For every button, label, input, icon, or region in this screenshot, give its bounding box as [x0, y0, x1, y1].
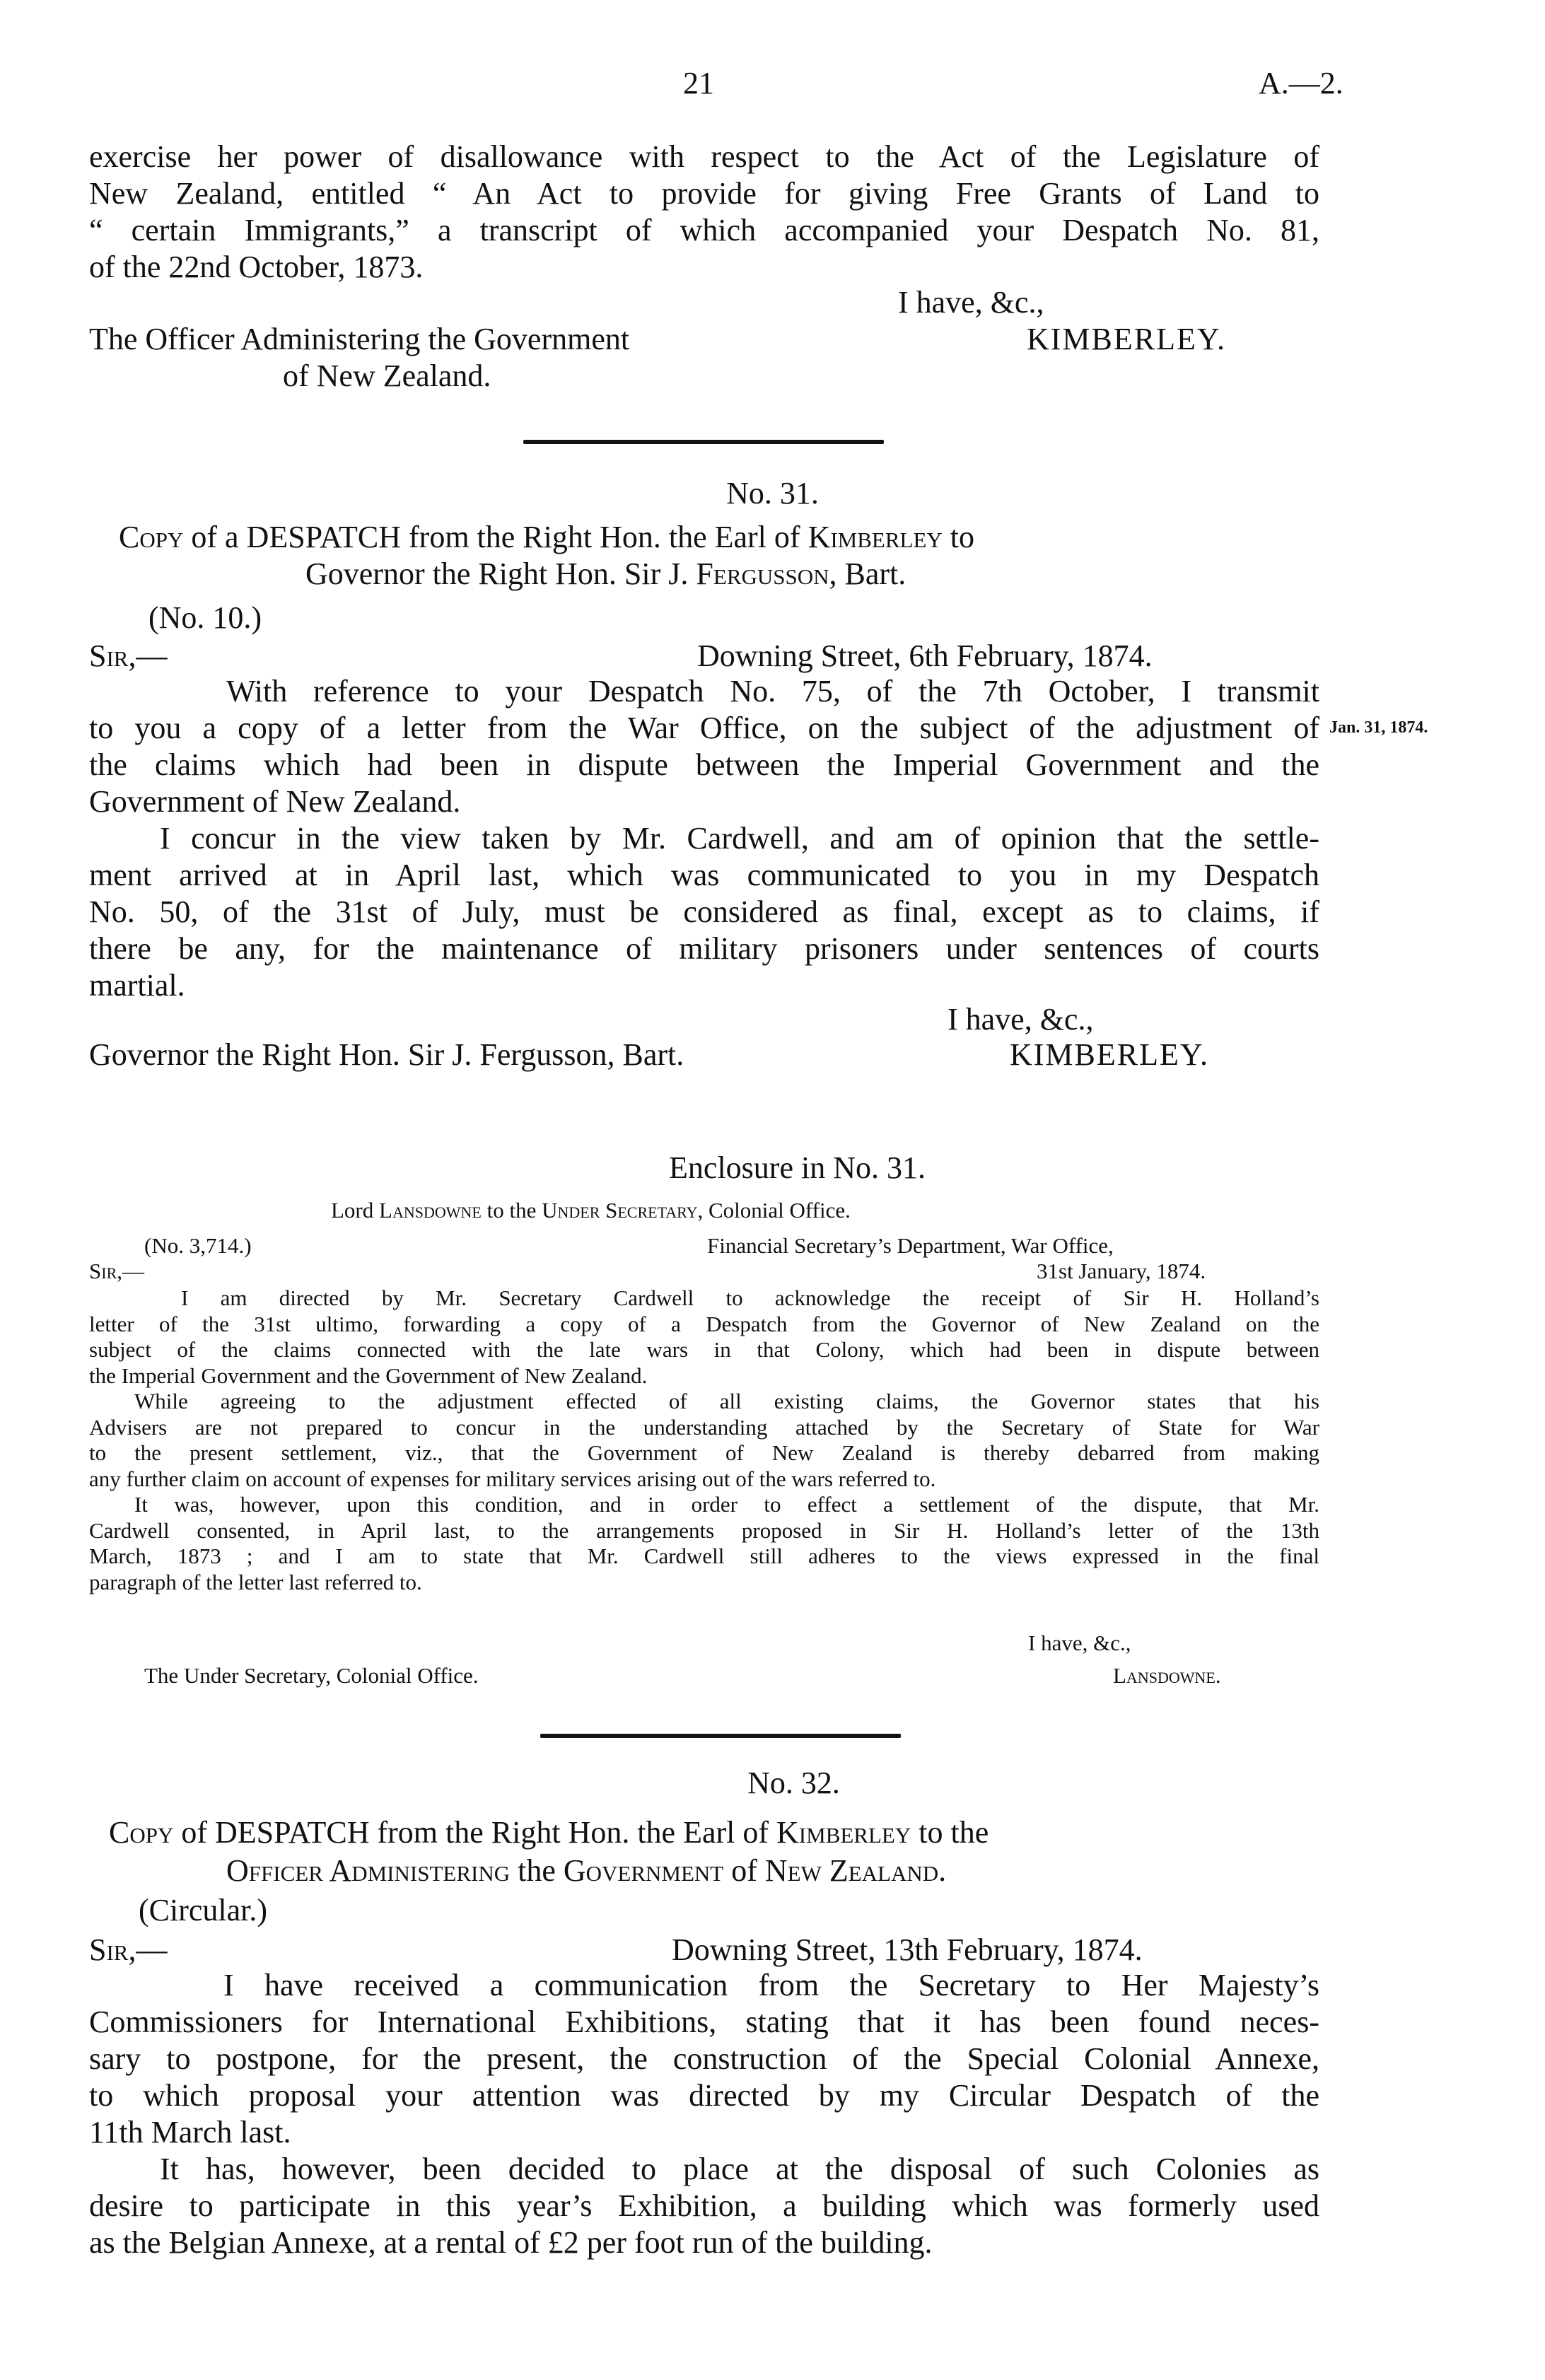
title-text: .: [938, 1853, 947, 1888]
title-text: of a DESPATCH from the Right Hon. the Earl of: [183, 520, 808, 554]
text-line: to you a copy of a letter from the War Office, on the subject of the adjustment of: [89, 711, 1319, 745]
despatch-reference: (No. 10.): [148, 600, 262, 635]
salutation: Sir,—: [89, 1932, 168, 1967]
despatch-title: [119, 519, 974, 556]
closing: I have, &c.,: [948, 1002, 1094, 1037]
text-line: Advisers are not prepared to concur in the understanding attached by the Secretary of State for War: [89, 1414, 1319, 1440]
title-kimberley: Kimberley: [808, 520, 943, 554]
enclosure-paragraph-1: [89, 1285, 1319, 1389]
text-line: Cardwell consented, in April last, to the arrangements proposed in Sir H. Holland’s letter of the 13th: [89, 1517, 1319, 1543]
enclosure-date: 31st January, 1874.: [1037, 1259, 1206, 1283]
text-line: to which proposal your attention was directed by my Circular Despatch of the: [89, 2078, 1319, 2113]
closing: I have, &c.,: [898, 285, 1044, 320]
enclosure-reference: (No. 3,714.): [144, 1233, 252, 1258]
title-text: of DESPATCH from the Right Hon. the Earl of: [173, 1815, 777, 1850]
despatch-title-line-2: [305, 556, 906, 593]
despatch-31-paragraph-1: [89, 673, 1319, 820]
addressee: The Under Secretary, Colonial Office.: [144, 1663, 479, 1688]
text-line: It has, however, been decided to place at the disposal of such Colonies as: [160, 2152, 1319, 2186]
text-line: as the Belgian Annexe, at a rental of £2 per foot run of the building.: [89, 2225, 933, 2260]
text-line: 11th March last.: [89, 2115, 291, 2149]
margin-note: Jan. 31, 1874.: [1329, 718, 1428, 737]
text-line: Government of New Zealand.: [89, 784, 461, 819]
place-date: Downing Street, 6th February, 1874.: [697, 638, 1153, 673]
text-line: ment arrived at in April last, which was communicated to you in my Despatch: [89, 858, 1319, 892]
text-line: desire to participate in this year’s Exhibition, a building which was formerly used: [89, 2188, 1319, 2223]
addressee: Governor the Right Hon. Sir J. Fergusson, Bart.: [89, 1037, 684, 1072]
enclosure-office: Financial Secretary’s Department, War Office,: [707, 1233, 1114, 1258]
enclosure-subheading: [331, 1198, 851, 1224]
subheading-text: , Colonial Office.: [697, 1198, 851, 1223]
text-line: the Imperial Government and the Government of New Zealand.: [89, 1363, 648, 1388]
text-line: there be any, for the maintenance of military prisoners under sentences of courts: [89, 931, 1319, 966]
text-line: letter of the 31st ultimo, forwarding a copy of a Despatch from the Governor of New Zealand on the: [89, 1311, 1319, 1336]
title-to: to: [942, 520, 975, 554]
addressee-line-2: of New Zealand.: [283, 358, 491, 393]
title-new-zealand: New Zealand: [764, 1853, 939, 1888]
title-fergusson: Fergusson: [696, 556, 829, 591]
text-line: sary to postpone, for the present, the construction of the Special Colonial Annexe,: [89, 2041, 1319, 2076]
title-text: the: [510, 1853, 564, 1888]
page-number: 21: [683, 66, 714, 100]
title-text: Governor the Right Hon. Sir J.: [305, 556, 696, 591]
salutation: Sir,—: [89, 1259, 144, 1283]
text-line: March, 1873 ; and I am to state that Mr. Cardwell still adheres to the views expressed in the final: [89, 1544, 1319, 1568]
section-code: A.—2.: [1259, 66, 1343, 100]
text-line: With reference to your Despatch No. 75, of the 7th October, I transmit: [226, 674, 1319, 708]
enclosure-heading: Enclosure in No. 31.: [669, 1150, 926, 1185]
text-line: martial.: [89, 968, 185, 1003]
title-copy: Copy: [119, 520, 184, 554]
signature: KIMBERLEY.: [1010, 1037, 1209, 1072]
despatch-reference: (Circular.): [139, 1893, 268, 1927]
despatch-title: [109, 1814, 989, 1851]
salutation: Sir,—: [89, 638, 168, 673]
subheading-under-secretary: Under Secretary: [542, 1198, 698, 1223]
despatch-number: No. 31.: [726, 476, 819, 511]
text-line: I concur in the view taken by Mr. Cardwell, and am of opinion that the settle-: [160, 821, 1319, 856]
subheading-text: Lord: [331, 1198, 380, 1223]
place-date: Downing Street, 13th February, 1874.: [672, 1932, 1143, 1967]
text-line: New Zealand, entitled “ An Act to provide for giving Free Grants of Land to: [89, 176, 1319, 211]
text-line: Commissioners for International Exhibitions, stating that it has been found neces-: [89, 2005, 1319, 2039]
title-text: of: [723, 1853, 765, 1888]
text-line: No. 50, of the 31st of July, must be considered as final, except as to claims, if: [89, 894, 1319, 929]
text-line: of the 22nd October, 1873.: [89, 250, 424, 284]
addressee: The Officer Administering the Government: [89, 322, 630, 356]
title-copy: Copy: [109, 1815, 174, 1850]
signature: KIMBERLEY.: [1027, 322, 1226, 356]
text-line: It was, however, upon this condition, and in order to effect a settlement of the dispute, that Mr.: [134, 1492, 1319, 1517]
despatch-title-line-2: [226, 1853, 946, 1889]
text-line: exercise her power of disallowance with respect to the Act of the Legislature of: [89, 139, 1319, 174]
title-officer: Officer Administering: [226, 1853, 511, 1888]
enclosure-paragraph-2: [89, 1389, 1319, 1492]
title-text: , Bart.: [829, 556, 906, 591]
continuation-paragraph: [89, 139, 1319, 286]
section-divider: [540, 1734, 901, 1738]
despatch-32-paragraph-1: [89, 1967, 1319, 2151]
title-to: to the: [911, 1815, 989, 1850]
signature: Lansdowne.: [1113, 1663, 1221, 1688]
text-line: While agreeing to the adjustment effected of all existing claims, the Governor states that his: [134, 1389, 1319, 1413]
text-line: any further claim on account of expenses for military services arising out of the wars referred to.: [89, 1466, 936, 1491]
subheading-lansdowne: Lansdowne: [379, 1198, 482, 1223]
section-divider: [523, 440, 884, 444]
despatch-32-paragraph-2: [89, 2151, 1319, 2261]
title-kimberley: Kimberley: [776, 1815, 911, 1850]
text-line: subject of the claims connected with the late wars in that Colony, which had been in dispute between: [89, 1337, 1319, 1362]
closing: I have, &c.,: [1028, 1631, 1131, 1655]
text-line: to the present settlement, viz., that the Government of New Zealand is thereby debarred from making: [89, 1440, 1319, 1465]
title-government: Government: [563, 1853, 724, 1888]
text-line: I am directed by Mr. Secretary Cardwell to acknowledge the receipt of Sir H. Holland’s: [181, 1285, 1319, 1310]
text-line: the claims which had been in dispute between the Imperial Government and the: [89, 747, 1319, 782]
text-line: “ certain Immigrants,” a transcript of which accompanied your Despatch No. 81,: [89, 213, 1319, 247]
despatch-number: No. 32.: [747, 1766, 840, 1800]
subheading-text: to the: [481, 1198, 542, 1223]
text-line: paragraph of the letter last referred to.: [89, 1569, 422, 1594]
enclosure-paragraph-3: [89, 1492, 1319, 1595]
text-line: I have received a communication from the Secretary to Her Majesty’s: [223, 1968, 1319, 2002]
despatch-31-paragraph-2: [89, 820, 1319, 1004]
